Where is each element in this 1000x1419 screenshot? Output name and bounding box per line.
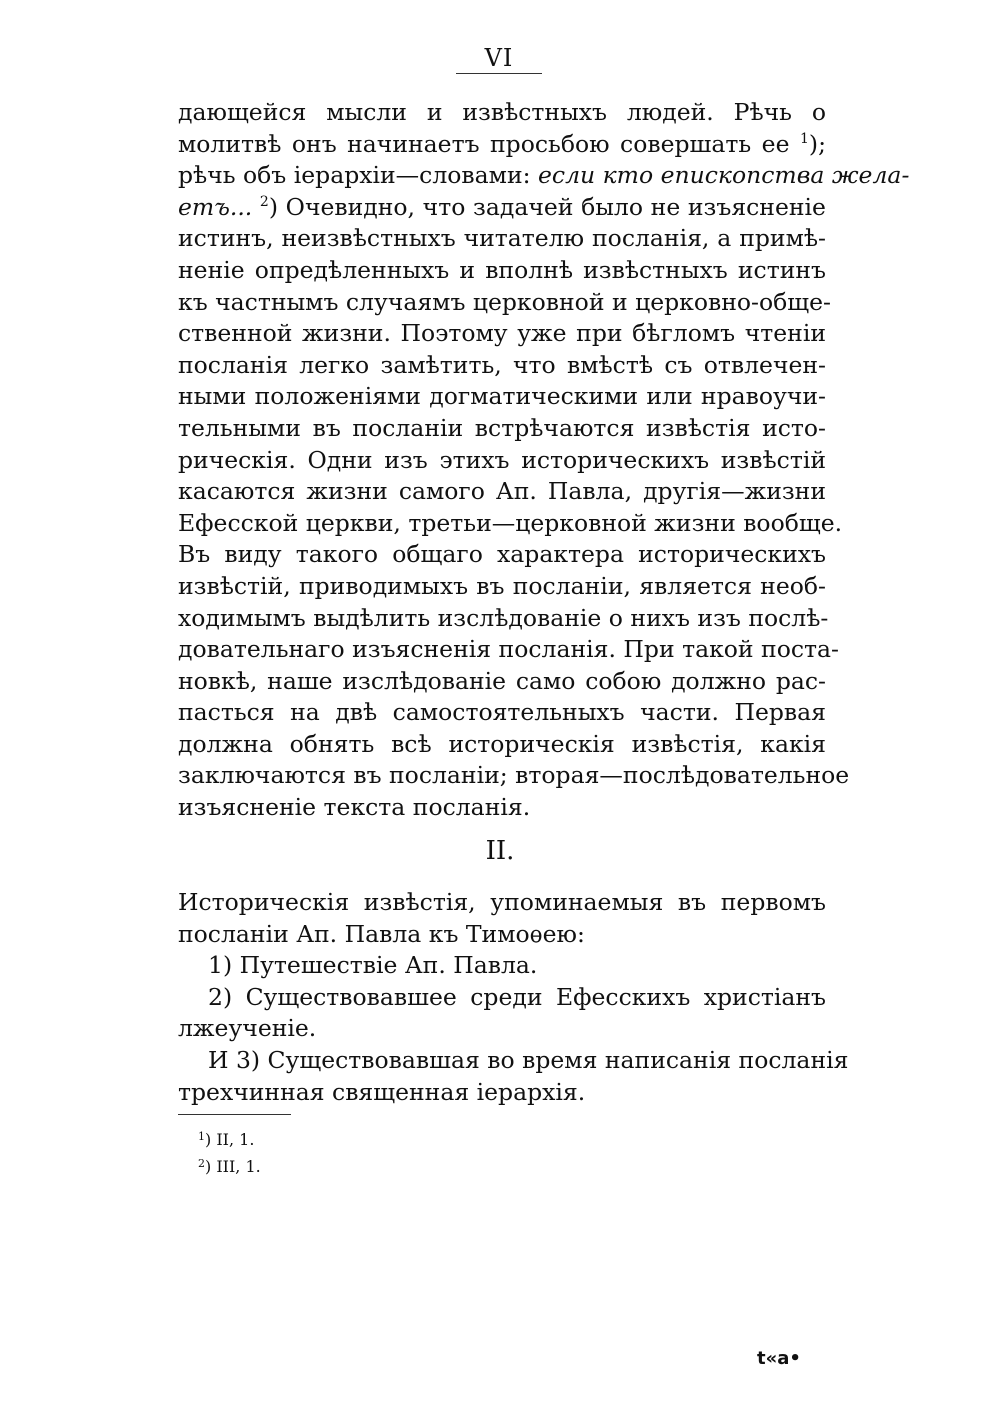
text-line: етъ... $^2$) Очевидно, что задачей было не изъясненіе (178, 192, 826, 221)
text-line: истинъ, неизвѣстныхъ читателю посланія, а примѣ- (178, 224, 826, 253)
text-line: извѣстій, приводимыхъ въ посланіи, является необ- (178, 571, 826, 600)
footnote-ref: 2 (259, 193, 269, 210)
printer-signature: t«a• (757, 1348, 801, 1369)
text-line: новкѣ, наше изслѣдованіе само собою должно рас- (178, 666, 826, 695)
page-number-rule (456, 73, 542, 74)
text-line: изъясненіе текста посланія. (178, 793, 531, 822)
footnote-1: $^1$) II, 1. (198, 1130, 255, 1149)
text-line: посланія легко замѣтить, что вмѣстѣ съ отвлечен- (178, 350, 826, 379)
section-intro-line: посланіи Ап. Павла къ Тимоѳею: (178, 919, 585, 948)
text-line: должна обнять всѣ историческія извѣстія, какія (178, 729, 826, 758)
footnote-rule (178, 1114, 291, 1115)
list-item-continuation: трехчинная священная іерархія. (178, 1077, 586, 1106)
footnote-ref: 1 (799, 130, 809, 147)
text-line: рѣчь объ іерархіи—словами: если кто епископства жела- (178, 161, 910, 190)
paragraph-1 (178, 97, 910, 824)
text-line: ходимымъ выдѣлить изслѣдованіе о нихъ изъ послѣ- (178, 603, 829, 632)
list-item: 1) Путешествіе Ап. Павла. (208, 951, 538, 980)
text-line: къ частнымъ случаямъ церковной и церковно-обще- (178, 287, 831, 316)
text-line: молитвѣ онъ начинаетъ просьбою совершать ее $^1$); (178, 129, 826, 158)
list-item: И 3) Существовавшая во время написанія посланія (208, 1045, 849, 1074)
page-number: VI (484, 44, 514, 72)
text-line: заключаются въ посланіи; вторая—послѣдовательное (178, 761, 850, 790)
scripture-quote: етъ... (178, 192, 253, 221)
text-line: рическія. Одни изъ этихъ историческихъ извѣстій (178, 445, 826, 474)
text-line: довательнаго изъясненія посланія. При такой поста- (178, 635, 839, 664)
text-line: Въ виду такого общаго характера историческихъ (178, 540, 826, 569)
text-line: пасться на двѣ самостоятельныхъ части. Первая (178, 698, 826, 727)
list-item: 2) Существовавшее среди Ефесскихъ христіанъ (208, 982, 826, 1011)
text-line: ственной жизни. Поэтому уже при бѣгломъ чтеніи (178, 319, 826, 348)
section-content (178, 887, 849, 1108)
text-line: дающейся мысли и извѣстныхъ людей. Рѣчь о (178, 98, 826, 126)
text-line: касаются жизни самого Ап. Павла, другія—жизни (178, 477, 826, 506)
section-heading: II. (485, 836, 515, 866)
text-line: ными положеніями догматическими или нравоучи- (178, 382, 826, 411)
scripture-quote: если кто епископства жела- (538, 161, 910, 190)
list-item-continuation: лжеученіе. (178, 1014, 317, 1043)
section-intro-line: Историческія извѣстія, упоминаемыя въ первомъ (178, 888, 826, 916)
text-line: неніе опредѣленныхъ и вполнѣ извѣстныхъ истинъ (178, 255, 826, 284)
text-line: тельными въ посланіи встрѣчаются извѣстія исто- (178, 413, 826, 442)
footnotes (198, 1125, 261, 1179)
text-line: Ефесской церкви, третьи—церковной жизни вообще. (178, 508, 843, 537)
footnote-2: $^2$) III, 1. (198, 1157, 261, 1176)
